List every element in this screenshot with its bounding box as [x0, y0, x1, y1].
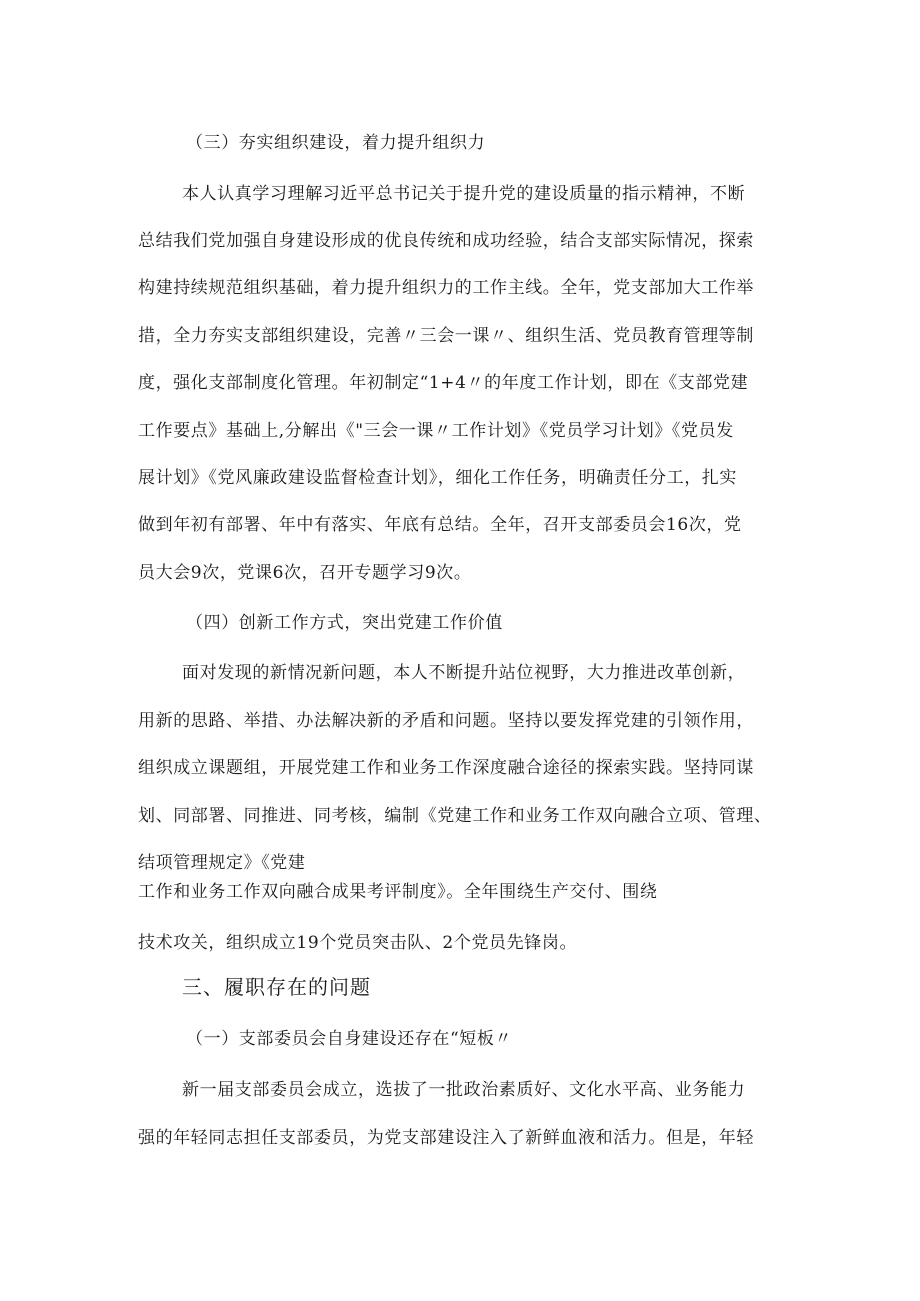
paragraph-line: 用新的思路、举措、办法解决新的矛盾和问题。坚持以要发挥党建的引领作用，: [138, 711, 754, 731]
paragraph-line: 组织成立课题组，开展党建工作和业务工作深度融合途径的探索实践。坚持同谋: [138, 758, 754, 778]
paragraph-line: 度，强化支部制度化管理。年初制定“1+4〃的年度工作计划，即在《支部党建: [138, 373, 749, 393]
paragraph-line: 总结我们党加强自身建设形成的优良传统和成功经验，结合支部实际情况，探索: [138, 231, 754, 251]
paragraph-line: 结项管理规定》《党建: [138, 853, 306, 873]
paragraph-line: 工作要点》基础上,分解出《"三会一课〃工作计划》《党员学习计划》《党员发: [138, 421, 734, 441]
paragraph-line: 强的年轻同志担任支部委员，为党支部建设注入了新鲜血液和活力。但是，年轻: [138, 1128, 754, 1148]
paragraph-line: 构建持续规范组织基础，着力提升组织力的工作主线。全年，党支部加大工作举: [138, 278, 754, 298]
subheading-innovation: （四）创新工作方式，突出党建工作价值: [186, 613, 503, 633]
paragraph-line: 新一届支部委员会成立，选拔了一批政治素质好、文化水平高、业务能力: [182, 1080, 746, 1100]
paragraph-line: 划、同部署、同推进、同考核，编制《党建工作和业务工作双向融合立项、管理、: [138, 806, 772, 826]
paragraph-line: 本人认真学习理解习近平总书记关于提升党的建设质量的指示精神，不断: [182, 184, 746, 204]
subheading-shortboard: （一）支部委员会自身建设还存在“短板〃: [186, 1029, 513, 1049]
paragraph-line: 展计划》《党风廉政建设监督检查计划》，细化工作任务，明确责任分工，扎实: [138, 468, 737, 488]
paragraph-line: 做到年初有部署、年中有落实、年底有总结。全年，召开支部委员会16次，党: [138, 515, 742, 535]
subheading-organization: （三）夯实组织建设，着力提升组织力: [186, 133, 486, 153]
paragraph-line: 工作和业务工作双向融合成果考评制度》。全年围绕生产交付、围绕: [138, 882, 658, 902]
paragraph-line: 员大会9次，党课6次，召开专题学习9次。: [138, 563, 472, 583]
paragraph-line: 技术攻关，组织成立19个党员突击队、2个党员先锋岗。: [138, 933, 578, 953]
section-heading-issues: 三、履职存在的问题: [182, 975, 371, 999]
paragraph-line: 措，全力夯实支部组织建设，完善〃三会一课〃、组织生活、党员教育管理等制: [138, 326, 754, 346]
paragraph-line: 面对发现的新情况新问题，本人不断提升站位视野，大力推进改革创新，: [182, 663, 746, 683]
